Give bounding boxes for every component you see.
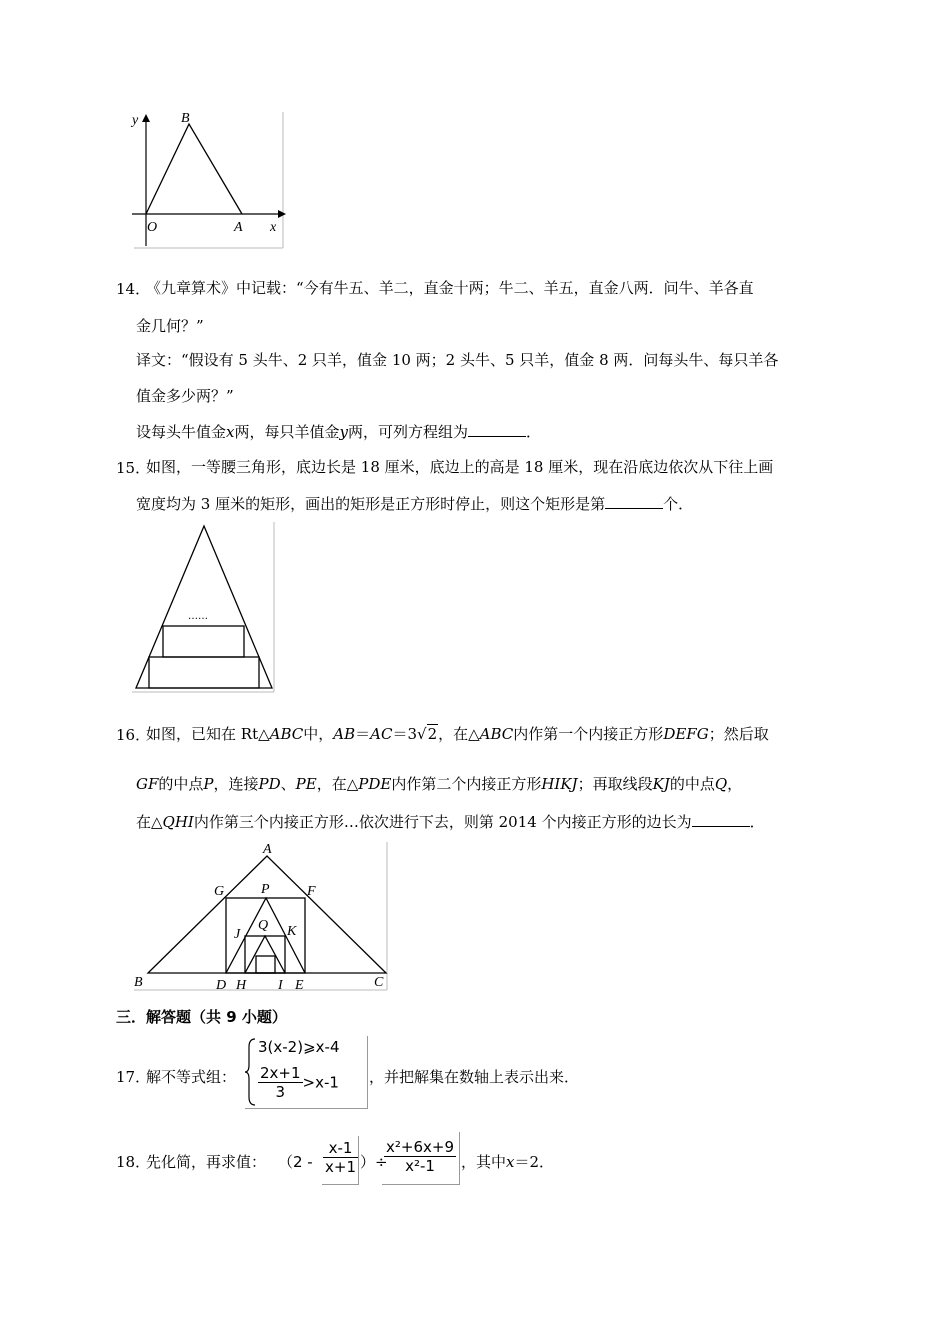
rectangle-2 <box>163 626 244 657</box>
var-x: x <box>506 1153 515 1171</box>
triangle-qhi <box>245 936 285 973</box>
question-number: 15． <box>116 459 151 477</box>
label-y: y <box>132 113 139 128</box>
text: 两，可列方程组为 <box>347 423 468 441</box>
text: ，在△ <box>438 725 480 743</box>
q14-line-5 <box>136 422 541 442</box>
text: ＝2． <box>514 1153 555 1171</box>
numerator: x²+6x+9 <box>386 1138 454 1156</box>
text: 的中点 <box>669 775 715 793</box>
text: ． <box>749 813 765 831</box>
rectangle-1 <box>149 657 259 688</box>
label-e: E <box>295 978 304 992</box>
text: ；再取线段 <box>577 775 653 793</box>
label-g: G <box>214 884 225 899</box>
sqrt-radicand: 2 <box>427 725 438 743</box>
text: 的中点 <box>158 775 204 793</box>
figure-q16-inscribed-squares <box>130 840 392 992</box>
q14-line-4: 值金多少两？” <box>136 387 234 405</box>
var: DEFG <box>663 725 709 743</box>
question-number: 14． <box>116 280 151 298</box>
var: ABC <box>269 725 304 743</box>
text: 内作第一个内接正方形 <box>513 725 664 743</box>
label-j: J <box>234 927 241 942</box>
answer-blank[interactable] <box>605 494 663 509</box>
left-brace-icon <box>245 1037 257 1107</box>
q14-line-2: 金几何？” <box>136 317 204 335</box>
q14-line-3: 译文：“假设有 5 头牛、2 只羊，值金 10 两；2 头牛、5 只羊，值金 8 两．问每头牛、每只羊各 <box>136 351 779 369</box>
var: GF <box>136 775 159 793</box>
label-b: B <box>181 111 190 126</box>
denominator: 3 <box>275 1083 286 1101</box>
inequality-1: 3(x-2)⩾x-4 <box>258 1038 340 1056</box>
text: ，在△ <box>316 775 359 793</box>
fraction-1 <box>323 1139 358 1176</box>
q15-line-2 <box>136 494 693 514</box>
text: ；然后取 <box>708 725 769 743</box>
label-q: Q <box>258 918 269 933</box>
text: 个． <box>663 495 694 513</box>
var-y: y <box>339 423 348 441</box>
q17-text-a: 解不等式组： <box>146 1068 237 1086</box>
var: Q <box>714 775 728 793</box>
label-f: F <box>307 884 316 899</box>
text: 宽度均为 3 厘米的矩形，画出的矩形是正方形时停止，则这个矩形是第 <box>136 495 606 513</box>
figure-q15-triangle-rectangles <box>128 520 278 695</box>
text: 两，每只羊值金 <box>234 423 340 441</box>
label-p: P <box>261 882 270 897</box>
denominator: x²-1 <box>405 1157 435 1175</box>
var: PD <box>258 775 281 793</box>
q18-text-a: 先化简，再求值： <box>146 1153 267 1171</box>
paren-open: （2 - <box>278 1153 313 1171</box>
label-k: K <box>287 924 297 939</box>
fraction <box>258 1064 303 1101</box>
var: PDE <box>358 775 392 793</box>
numerator: 2x+1 <box>260 1064 301 1082</box>
text: 中， <box>303 725 334 743</box>
q16-line-3 <box>136 812 765 832</box>
label-i: I <box>278 978 283 992</box>
square-3 <box>256 956 275 973</box>
section-heading: 三．解答题（共 9 小题） <box>116 1008 287 1026</box>
numerator: x-1 <box>323 1139 358 1158</box>
text: 内作第二个内接正方形 <box>391 775 542 793</box>
text: ． <box>526 423 542 441</box>
fraction-1-box <box>322 1136 359 1185</box>
text: ， <box>727 775 743 793</box>
q15-line-1: 如图，一等腰三角形，底边长是 18 厘米，底边上的高是 18 厘米，现在沿底边依次从下往上画 <box>146 458 774 476</box>
question-number: 18． <box>116 1153 151 1171</box>
var-x: x <box>226 423 235 441</box>
figure-q13-coordinate-triangle <box>128 110 288 250</box>
text: ，其中 <box>461 1153 507 1171</box>
x-axis-arrow-icon <box>278 210 286 218</box>
var: AB <box>333 725 356 743</box>
paren-close-divide: ）÷ <box>360 1153 388 1171</box>
var: AC <box>370 725 393 743</box>
answer-blank[interactable] <box>692 812 750 827</box>
label-h: H <box>236 978 247 992</box>
q16-line-1 <box>146 724 769 744</box>
q14-line-1: 《九章算术》中记载：“今有牛五、羊二，直金十两；牛二、羊五，直金八两．问牛、羊各直 <box>146 279 754 297</box>
var: KJ <box>652 775 670 793</box>
text: 内作第三个内接正方形…依次进行下去，则第 2014 个内接正方形的边长为 <box>193 813 692 831</box>
answer-blank[interactable] <box>468 422 526 437</box>
label-x: x <box>270 220 277 235</box>
var: PE <box>295 775 317 793</box>
question-number: 16． <box>116 726 151 744</box>
triangle-oab <box>146 124 242 214</box>
q16-line-2 <box>136 774 742 794</box>
var: HIKJ <box>541 775 578 793</box>
question-number: 17． <box>116 1068 151 1086</box>
label-d: D <box>216 978 227 992</box>
label-a: A <box>234 220 243 235</box>
q18-text-b <box>461 1151 554 1172</box>
y-axis-arrow-icon <box>142 114 150 122</box>
text: ＝3 <box>392 725 418 743</box>
inequality-system <box>245 1036 368 1109</box>
text: ，连接 <box>213 775 259 793</box>
ellipsis-dots: …… <box>188 611 208 622</box>
square-hikj <box>245 936 285 973</box>
text: 设每头牛值金 <box>136 423 227 441</box>
inequality-rhs: >x-1 <box>302 1073 339 1092</box>
fraction-2 <box>384 1138 456 1175</box>
var: QHI <box>162 813 194 831</box>
sqrt-symbol: √ <box>417 725 427 743</box>
inequality-2 <box>258 1064 339 1101</box>
label-b: B <box>134 975 143 990</box>
text: ＝ <box>355 725 371 743</box>
var: ABC <box>479 725 514 743</box>
isosceles-triangle <box>136 526 272 688</box>
text: 如图，已知在 Rt△ <box>146 725 270 743</box>
text: 、 <box>280 775 296 793</box>
text: 在△ <box>136 813 163 831</box>
var: P <box>203 775 214 793</box>
label-a: A <box>263 842 272 857</box>
label-o: O <box>147 220 158 235</box>
denominator: x+1 <box>325 1158 356 1176</box>
fraction-2-box <box>382 1132 460 1185</box>
q17-text-b: ，并把解集在数轴上表示出来． <box>369 1068 580 1086</box>
label-c: C <box>374 975 384 990</box>
